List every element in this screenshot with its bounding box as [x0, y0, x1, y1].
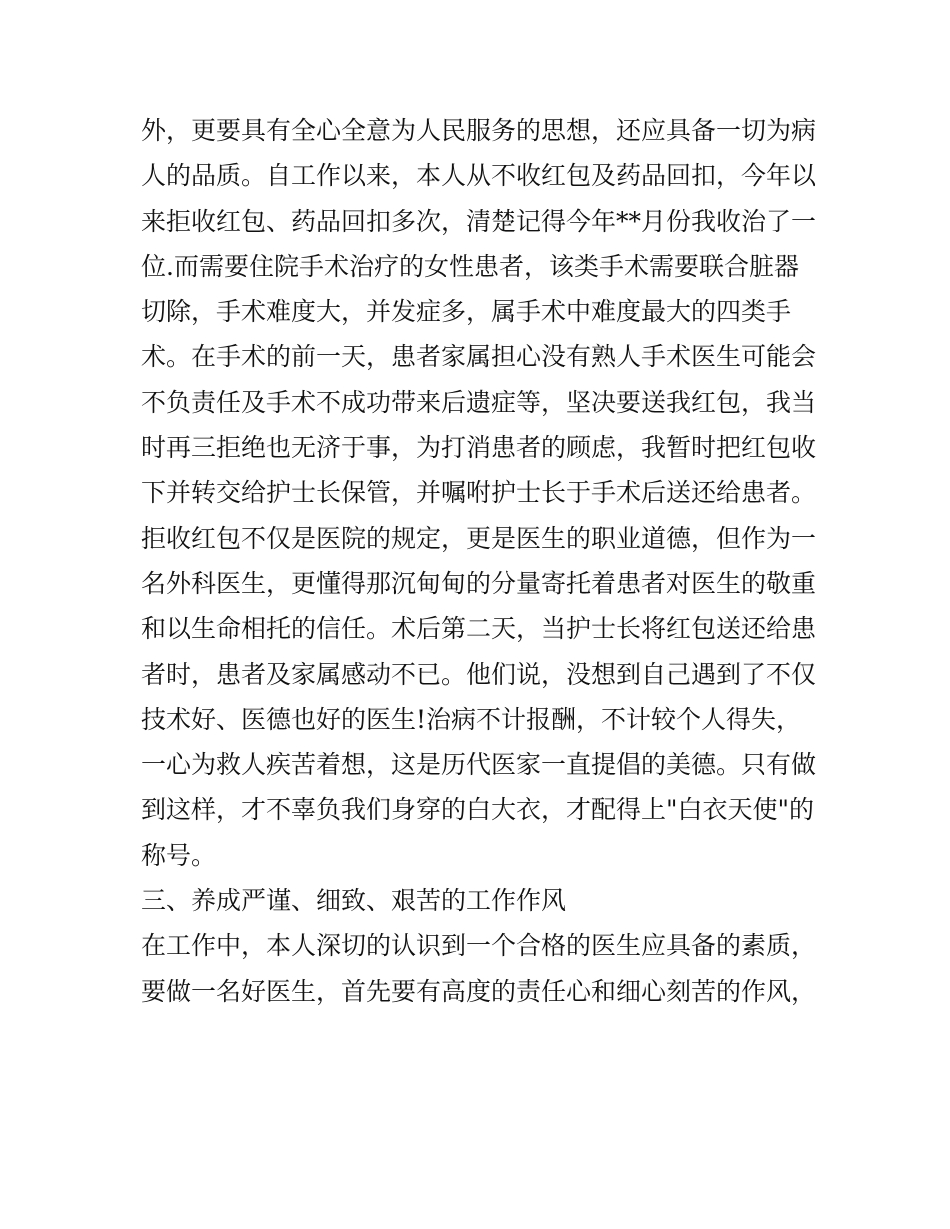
- text-line: 一心为救人疾苦着想，这是历代医家一直提倡的美德。只有做: [141, 750, 817, 780]
- text-line: 和以生命相托的信任。术后第二天，当护士长将红包送还给患: [141, 614, 817, 644]
- text-line: 要做一名好医生，首先要有高度的责任心和细心刻苦的作风，: [141, 976, 817, 1006]
- text-line: 名外科医生，更懂得那沉甸甸的分量寄托着患者对医生的敬重: [141, 568, 817, 598]
- text-line: 时再三拒绝也无济于事，为打消患者的顾虑，我暂时把红包收: [141, 433, 817, 463]
- text-line: 切除，手术难度大，并发症多，属手术中难度最大的四类手: [141, 297, 792, 327]
- text-line: 术。在手术的前一天，患者家属担心没有熟人手术医生可能会: [141, 342, 817, 372]
- text-line: 人的品质。自工作以来，本人从不收红包及药品回扣，今年以: [141, 161, 817, 191]
- text-line: 者时，患者及家属感动不已。他们说，没想到自己遇到了不仅: [141, 659, 817, 689]
- section-heading: 三、养成严谨、细致、艰苦的工作作风: [141, 886, 567, 916]
- text-line: 不负责任及手术不成功带来后遗症等，坚决要送我红包，我当: [141, 387, 817, 417]
- text-line: 拒收红包不仅是医院的规定，更是医生的职业道德，但作为一: [141, 523, 817, 553]
- body-text: [141, 108, 821, 1014]
- text-line: 到这样，才不辜负我们身穿的白大衣，才配得上"白衣天使"的: [141, 795, 815, 825]
- text-line: 来拒收红包、药品回扣多次，清楚记得今年**月份我收治了一: [141, 206, 817, 236]
- text-line: 位.而需要住院手术治疗的女性患者，该类手术需要联合脏器: [141, 251, 799, 281]
- text-line: 称号。: [141, 840, 217, 870]
- text-line: 在工作中，本人深切的认识到一个合格的医生应具备的素质，: [141, 931, 817, 961]
- text-line: 外，更要具有全心全意为人民服务的思想，还应具备一切为病: [141, 116, 817, 145]
- text-line: 下并转交给护士长保管，并嘱咐护士长于手术后送还给患者。: [141, 478, 817, 508]
- text-line: 技术好、医德也好的医生!治病不计报酬，不计较个人得失，: [141, 704, 802, 734]
